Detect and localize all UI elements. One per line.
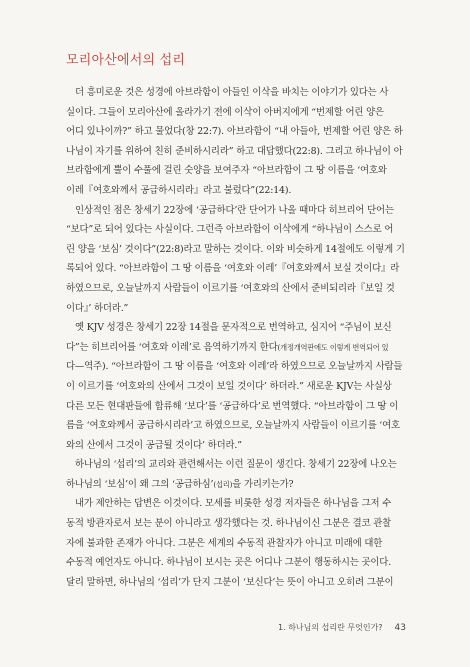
line-note: (개정개역판에도 이렇게 번역되어 있 [277, 342, 389, 352]
line-text: 어디 있나이까?” 하고 물었다(창 22:7). 아브라함이 “내 아들아, 번제할 어린 양은 하 [66, 126, 403, 138]
text-line [66, 318, 410, 338]
line-text: 동적 방관자로서 보는 분이 아니라고 생각했다는 것. 하나님이신 그분은 결코 관찰 [66, 518, 392, 530]
text-line [66, 142, 410, 162]
line-text: 름을 ‘여호와께서 공급하시리라’고 하였으므로, 오늘날까지 사람들이 이르기를 ‘여호 [66, 420, 400, 432]
text-line [66, 240, 410, 260]
line-text: 브라함에게 뿔이 수풀에 걸린 숫양을 보여주자 “아브라함이 그 땅 이름을 ‘여호와 [66, 165, 387, 177]
text-line [66, 299, 410, 319]
line-text: 이레『여호와께서 공급하시리라』라고 불렀다”(22:14). [66, 184, 292, 196]
line-text: 와의 산에서 그것이 공급될 것이다’ 하더라.” [66, 439, 242, 451]
text-line [66, 553, 410, 573]
chapter-title: 1. 하나님의 섭리란 무엇인가? [278, 623, 383, 632]
line-text-after: 을 가리키는가? [232, 478, 294, 490]
text-line [66, 338, 410, 358]
line-text: 이다』’ 하더라.” [66, 302, 129, 314]
line-text: 더 흥미로운 것은 성경에 아브라함이 아들인 이삭을 바치는 이야기가 있다는 사 [75, 87, 389, 98]
text-line [66, 161, 410, 181]
line-text: 록되어 있다. “아브라함이 그 땅 이름을 ‘여호와 이레’『여호와께서 보실 것이다』라 [66, 263, 400, 275]
page-number: 43 [394, 623, 406, 633]
line-text: 나님이 자기를 위하여 친히 준비하시리라” 하고 대답했다(22:8). 그리고 하나님이 아 [66, 145, 403, 157]
text-line [66, 122, 410, 142]
text-line [66, 259, 410, 279]
text-line [66, 220, 410, 240]
line-text: 실이다. 그들이 모리아산에 올라가기 전에 이삭이 아버지에게 “번제할 어린 양은 [66, 106, 384, 118]
text-line [66, 377, 410, 397]
line-text: 다—역주). “아브라함이 그 땅 이름을 ‘여호와 이레’라 하였으므로 오늘날까지 사람들 [66, 361, 403, 373]
line-text: 인상적인 점은 창세기 22장에 ‘공급하다’란 단어가 나올 때마다 히브리어 단어는 [75, 204, 394, 216]
line-text: 달리 말하면, 하나님의 ‘섭리’가 단지 그분이 ‘보신다’는 뜻이 아니고 오히려 그분이 [66, 576, 394, 588]
line-text: 하나님의 ‘섭리’의 교리와 관련해서는 이런 질문이 생긴다. 창세기 22장에 나오는 [75, 459, 397, 471]
text-line [66, 279, 410, 299]
line-text: 린 양을 ‘보심’ 것이다”(22:8)라고 말하는 것이다. 이와 비슷하게 14절에도 이렇게 기 [66, 243, 405, 255]
text-line [66, 83, 410, 103]
line-text: 내가 제안하는 답변은 이것이다. 모세를 비롯한 성경 저자들은 하나님을 그저 수 [75, 498, 392, 510]
line-text: 수동적 예언자도 아니다. 하나님이 보시는 곳은 어디나 그분이 행동하시는 곳이다. [66, 557, 392, 569]
text-line [66, 514, 410, 534]
text-line [66, 357, 410, 377]
line-text: 다른 모든 현대판들에 합류해 ‘보다’를 ‘공급하다’로 번역했다. “아브라함이 그 땅 이 [66, 400, 399, 412]
text-line [66, 455, 410, 475]
text-line [66, 475, 410, 495]
text-line [66, 416, 410, 436]
text-line [66, 181, 410, 201]
section-heading: 모리아산에서의 섭리 [66, 53, 186, 68]
line-text: 하였으므로, 오늘날까지 사람들이 이르기를 ‘여호와의 산에서 준비되리라『보일 것 [66, 282, 395, 294]
line-text: 이 이르기를 ‘여호와의 산에서 그것이 보일 것이다’ 하더라.” 새로운 KJV는 사실상 [66, 380, 392, 392]
line-note: (섭리) [213, 479, 233, 489]
line-text: 옛 KJV 성경은 창세기 22장 14절을 문자적으로 번역하고, 심지어 “주님이 보신 [75, 322, 392, 334]
text-line [66, 201, 410, 221]
text-line [66, 573, 410, 593]
text-line [66, 397, 410, 417]
page-footer [278, 622, 406, 633]
line-text: 다”는 히브리어를 ‘여호와 이레’로 음역하기까지 한다 [66, 341, 278, 353]
text-line [66, 436, 410, 456]
line-text: “보다”로 되어 있다는 사실이다. 그런즉 아브라함이 이삭에게 “하나님이 스스로 어 [66, 224, 394, 236]
text-line [66, 534, 410, 554]
text-line [66, 494, 410, 514]
body-text [66, 83, 410, 592]
line-text: 자에 불과한 존재가 아니다. 그분은 세계의 수동적 관찰자가 아니고 미래에 대한 [66, 537, 383, 549]
text-line [66, 103, 410, 123]
line-text: 하나님의 ‘보심’이 왜 그의 ‘공급하심’ [66, 478, 214, 490]
